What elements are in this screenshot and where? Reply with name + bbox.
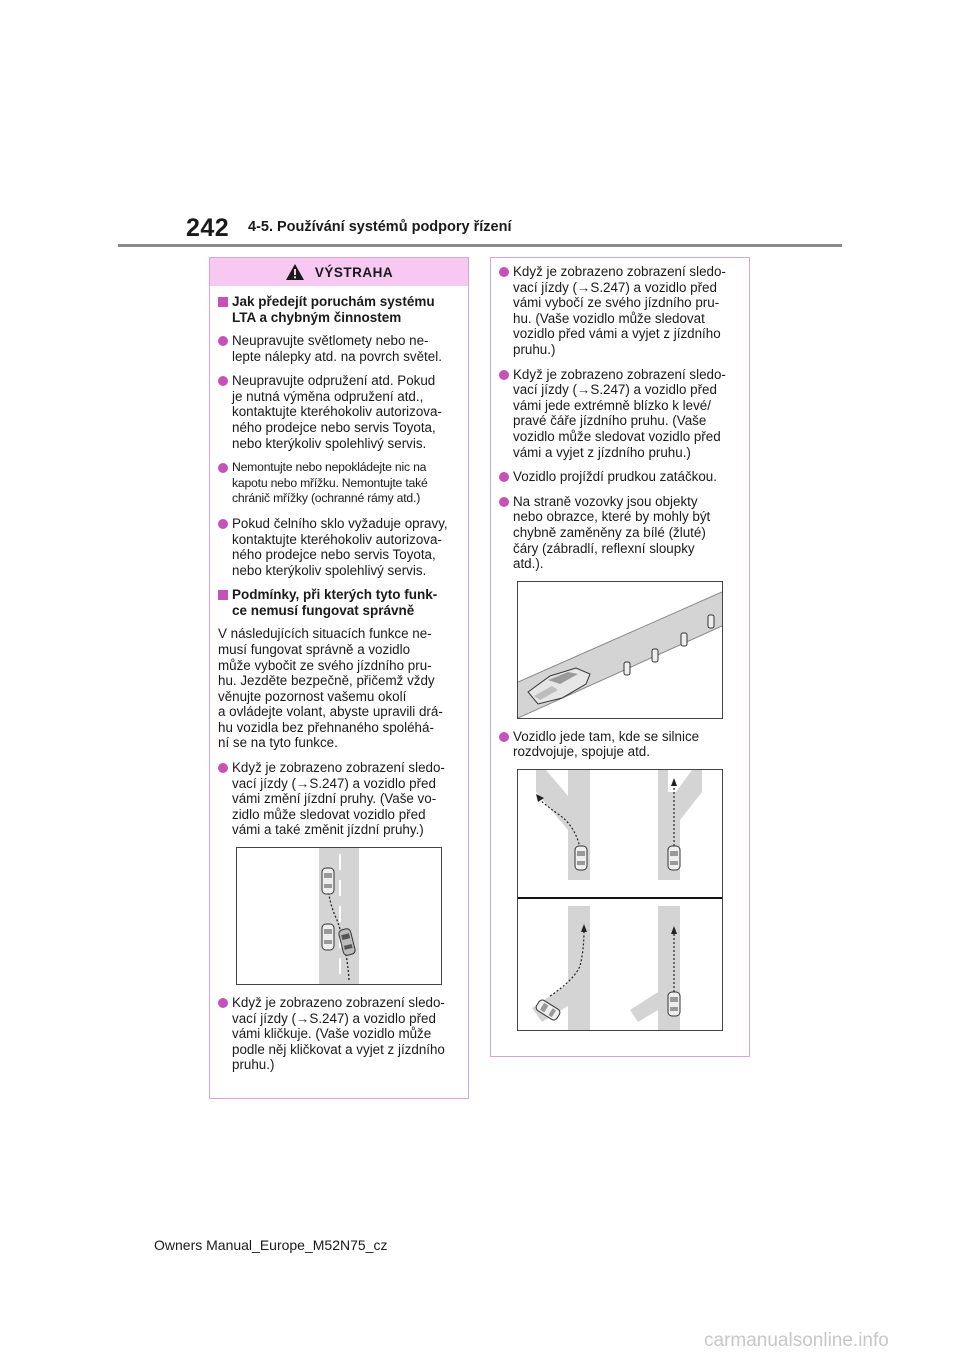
round-bullet-icon: [499, 267, 509, 277]
list-item: [499, 494, 741, 572]
list-item-text: Neupravujte světlomety nebo ne- lepte nálepky atd. na povrch světel.: [232, 333, 442, 364]
section-title: 4-5. Používání systémů podpory řízení: [248, 219, 512, 235]
car-icon: [575, 846, 587, 870]
illustration-lane-change: [236, 847, 442, 985]
warning-title: VÝSTRAHA: [314, 264, 394, 280]
illustration-road-fork-merge: [517, 769, 723, 1031]
heading-text: Jak předejít poruchám systému LTA a chybným činnostem: [232, 294, 435, 325]
car-icon: [668, 992, 680, 1016]
list-item-text: Vozidlo jede tam, kde se silnice rozdvojuje, spojuje atd.: [513, 728, 700, 760]
list-item-text: Když je zobrazeno zobrazení sledo- vací jízdy (→S.247) a vozidlo před vámi kličkuje. (Vaše vozidlo může podle něj kličkovat a vyjet z jízdního pruhu.): [232, 995, 445, 1073]
illustration-roadside-objects: [517, 581, 723, 719]
conditions-paragraph: V následujících situacích funkce ne- musí fungovat správně a vozidlo může vybočit ze svého jízdního pru- hu. Jezděte bezpečně, přičemž vždy věnujte pozornost vašemu okolí a ovládejte volant, abyste upravili drá- hu vozidla bez přehnaného spoléhá- ní se na tyto funkce.: [218, 626, 443, 751]
car-icon: [668, 846, 680, 870]
round-bullet-icon: [218, 519, 228, 529]
list-item-text: Neupravujte odpružení atd. Pokud je nutná výměna odpružení atd., kontaktujte kteréhokoliv autorizova- ného prodejce nebo servis Toyota, nebo kterýkoliv spolehlivý servis.: [232, 373, 442, 451]
list-item: [218, 760, 460, 838]
round-bullet-icon: [218, 463, 228, 473]
list-item-text: Když je zobrazeno zobrazení sledo- vací jízdy (→S.247) a vozidlo před vámi změní jízdní pruhy. (Vaše vo- zidlo může sledovat vozidlo před vámi a také změnit jízdní pruhy.): [232, 760, 445, 838]
list-item-text: Vozidlo projíždí prudkou zatáčkou.: [513, 469, 717, 485]
warning-box-right: [490, 257, 750, 1057]
round-bullet-icon: [218, 376, 228, 386]
list-item-text: Pokud čelního sklo vyžaduje opravy, kontaktujte kteréhokoliv autorizova- ného prodejce nebo servis Toyota, nebo kterýkoliv spolehlivý servis.: [232, 515, 448, 578]
round-bullet-icon: [499, 370, 509, 380]
square-bullet-icon: [218, 297, 228, 307]
list-item: [218, 373, 460, 451]
square-bullet-icon: [218, 590, 228, 600]
warning-box-left: [209, 257, 469, 1099]
list-item-text: Nemontujte nebo nepokládejte nic na kapotu nebo mřížku. Nemontujte také chránič mřížky (ochranné rámy atd.): [232, 460, 428, 506]
round-bullet-icon: [218, 998, 228, 1008]
round-bullet-icon: [499, 472, 509, 482]
round-bullet-icon: [218, 336, 228, 346]
list-item: [218, 516, 460, 578]
list-item-text: Když je zobrazeno zobrazení sledo- vací jízdy (→S.247) a vozidlo před vámi jede extrémně blízko k levé/ pravé čáře jízdního pruhu. (Vaše vozidlo může sledovat vozidlo před vámi a vyjet z jízdního pruhu.): [513, 366, 726, 460]
round-bullet-icon: [218, 763, 228, 773]
page-number: 242: [186, 214, 230, 242]
watermark: carmanualsonline.info: [704, 1330, 889, 1351]
car-following-icon: [322, 924, 334, 950]
round-bullet-icon: [499, 732, 509, 742]
round-bullet-icon: [499, 497, 509, 507]
heading-lta-malfunction: [218, 294, 460, 325]
car-ahead-icon: [322, 868, 334, 894]
list-item: [499, 729, 741, 760]
warning-header: [210, 258, 468, 286]
heading-conditions: [218, 587, 460, 618]
list-item: [218, 333, 460, 364]
list-item: [218, 995, 460, 1073]
header-rule: [118, 244, 842, 247]
footer-manual-id: Owners Manual_Europe_M52N75_cz: [154, 1237, 388, 1253]
list-item: [218, 460, 460, 507]
warning-triangle-icon: [285, 263, 305, 281]
list-item: [499, 469, 741, 485]
heading-text: Podmínky, při kterých tyto funk- ce nemusí fungovat správně: [232, 587, 438, 618]
list-item-text: Když je zobrazeno zobrazení sledo- vací jízdy (→S.247) a vozidlo před vámi vybočí ze svého jízdního pru- hu. (Vaše vozidlo může sledovat vozidlo před vámi a vyjet z jízdního pruhu.): [513, 264, 726, 357]
list-item: [499, 264, 741, 358]
list-item-text: Na straně vozovky jsou objekty nebo obrazce, které by mohly být chybně zaměněny za bílé (žluté) čáry (zábradlí, reflexní sloupky atd.).: [513, 493, 711, 572]
list-item: [499, 367, 741, 461]
